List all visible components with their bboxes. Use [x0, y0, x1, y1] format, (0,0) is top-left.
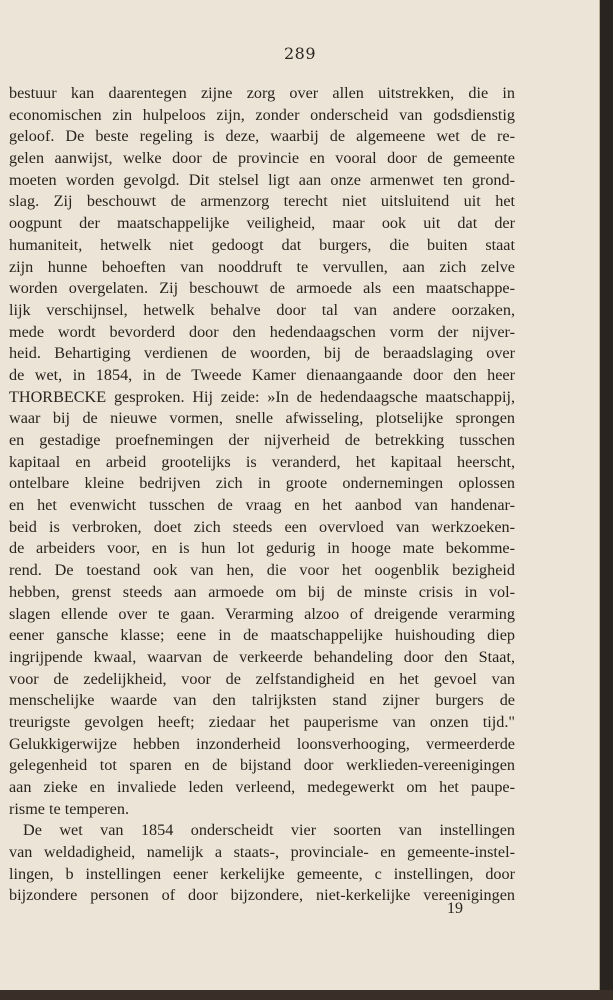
text-line: en gestadige proefnemingen der nijverheid de betrekking tusschen — [9, 431, 515, 449]
text-line: menschelijke waarde van den talrijksten stand zijner burgers de — [9, 691, 515, 710]
text-line: zijn hunne behoeften van nooddruft te vervullen, aan zich zelve — [9, 257, 515, 276]
text-line: treurigste gevolgen heeft; ziedaar het pauperisme van onzen tijd." — [9, 712, 515, 731]
text-line: moeten worden gevolgd. Dit stelsel ligt aan onze armenwet ten grond- — [9, 170, 515, 189]
text-line: waar bij de nieuwe vormen, snelle afwisseling, plotselijke sprongen — [9, 409, 515, 428]
text-line: humaniteit, hetwelk niet gedoogt dat burgers, die buiten staat — [9, 235, 515, 254]
text-line: rend. De toestand ook van hen, die voor het oogenblik bezigheid — [9, 561, 515, 580]
text-line: bestuur kan daarentegen zijne zorg over allen uitstrekken, die in — [9, 84, 515, 102]
text-line: bijzondere personen of door bijzondere, niet-kerkelijke vereenigingen — [9, 886, 515, 905]
text-line: Gelukkigerwijze hebben inzonderheid loonsverhooging, vermeerderde — [9, 734, 515, 753]
text-line: oogpunt der maatschappelijke veiligheid, maar ook uit dat der — [9, 214, 515, 233]
text-line: de arbeiders voor, en is hun lot gedurig in hooge mate bekomme- — [9, 539, 515, 558]
text-line: de wet, in 1854, in de Tweede Kamer dienaangaande door den heer — [9, 365, 515, 384]
text-line: ingrijpende kwaal, waarvan de verkeerde behandeling door den Staat, — [9, 647, 515, 666]
text-line: gelen aanwijst, welke door de provincie en vooral door de gemeente — [9, 149, 515, 168]
signature-mark: 19 — [447, 900, 463, 917]
text-line: mede wordt bevorderd door den hedendaagschen vorm der nijver- — [9, 322, 515, 341]
text-line: aan zieke en invaliede leden verleend, medegewerkt om het paupe- — [9, 778, 515, 796]
scan-edge-right — [600, 0, 613, 1000]
page-number: 289 — [283, 44, 317, 63]
text-line: en het evenwicht tusschen de vraag en het aanbod van handenar- — [9, 496, 515, 515]
text-line: beid is verbroken, doet zich steeds een overvloed van werkzoeken- — [9, 517, 515, 536]
text-line: lijk verschijnsel, hetwelk behalve door tal van andere oorzaken, — [9, 300, 515, 319]
text-line: voor de zedelijkheid, voor de zelfstandigheid en het gevoel van — [9, 669, 515, 688]
text-line: heid. Behartiging verdienen de woorden, bij de beraadslaging over — [9, 344, 515, 363]
text-line: THORBECKE gesproken. Hij zeide: »In de hedendaagsche maatschappij, — [9, 387, 515, 406]
text-line: lingen, b instellingen eener kerkelijke gemeente, c instellingen, door — [9, 864, 515, 883]
text-line: ontelbare kleine bedrijven zich in groote ondernemingen oplossen — [9, 474, 515, 493]
text-line: slag. Zij beschouwt de armenzorg terecht niet uitsluitend uit het — [9, 192, 515, 211]
body-text — [9, 83, 515, 907]
text-line: slagen ellende over te gaan. Verarming alzoo of dreigende verarming — [9, 604, 515, 623]
text-line: economischen zin hulpeloos zijn, zonder onderscheid van godsdienstig — [9, 105, 515, 124]
text-line: gelegenheid tot sparen en de bijstand door werklieden-vereenigingen — [9, 756, 515, 775]
text-line: eener gansche klasse; eene in de maatschappelijke huishouding diep — [9, 626, 515, 645]
text-line: geloof. De beste regeling is deze, waarbij de algemeene wet de re- — [9, 127, 515, 146]
text-line: kapitaal en arbeid grootelijks is veranderd, het kapitaal heerscht, — [9, 452, 515, 471]
scan-edge-bottom — [0, 990, 613, 1000]
text-line: worden overgelaten. Zij beschouwt de armoede als een maatschappe- — [9, 279, 515, 298]
text-line: risme te temperen. — [9, 799, 130, 818]
text-line: hebben, grenst steeds aan armoede om bij de minste crisis in vol- — [9, 582, 515, 601]
text-line: van weldadigheid, namelijk a staats-, provinciale- en gemeente-instel- — [9, 843, 515, 862]
text-line: De wet van 1854 onderscheidt vier soorten van instellingen — [23, 821, 515, 840]
